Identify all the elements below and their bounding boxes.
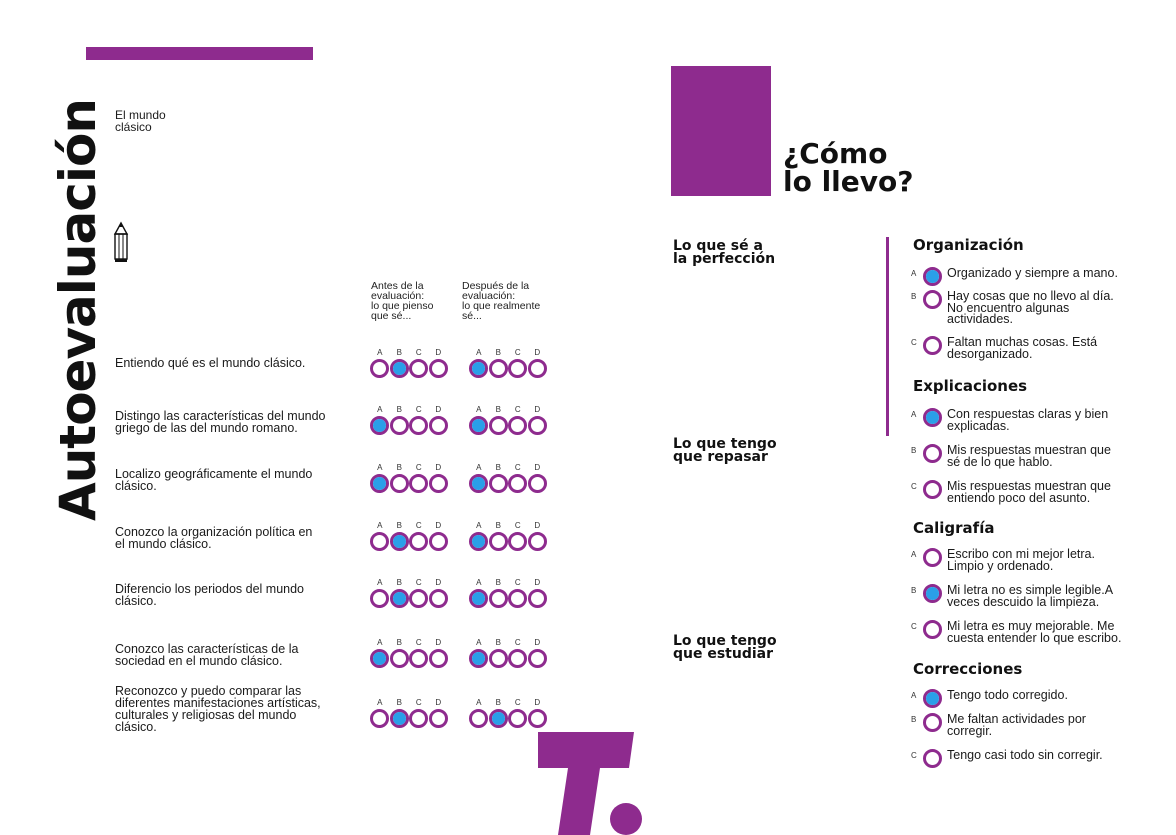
statement-text: Conozco la organización política en el mundo clásico.: [115, 525, 313, 551]
option-letter: C: [415, 521, 422, 530]
option-letter: B: [495, 521, 501, 530]
option-group-before: [370, 697, 448, 728]
option-circle-b[interactable]: [390, 649, 409, 668]
section-item: [911, 689, 1161, 708]
option-circle-c[interactable]: [508, 649, 527, 668]
option-group-before: [370, 637, 448, 668]
option-letter: C: [514, 405, 521, 414]
option-circle-a[interactable]: [370, 532, 389, 551]
option-letter: D: [435, 463, 442, 472]
option-circle-c[interactable]: [409, 416, 428, 435]
option-group-before: [370, 520, 448, 551]
section-item: [911, 408, 1161, 432]
option-circle-c[interactable]: [409, 589, 428, 608]
option-circle-b[interactable]: [390, 474, 409, 493]
option-circle-b[interactable]: [489, 649, 508, 668]
option-letter: A: [377, 521, 383, 530]
option-letter: A: [377, 638, 383, 647]
section-item: [911, 620, 1161, 644]
option-circle-c[interactable]: [409, 474, 428, 493]
option-letter: C: [514, 463, 521, 472]
section-item: [911, 336, 1161, 360]
item-radio[interactable]: [923, 290, 942, 309]
item-text: Escribo con mi mejor letra. Limpio y ordenado.: [947, 547, 1095, 573]
option-letter: D: [534, 463, 541, 472]
option-circle-c[interactable]: [508, 532, 527, 551]
page-number-text: 7.: [536, 732, 537, 733]
option-circle-b[interactable]: [390, 416, 409, 435]
option-letter: A: [476, 348, 482, 357]
option-circle-d[interactable]: [528, 474, 547, 493]
option-circle-a[interactable]: [370, 474, 389, 493]
option-letter: C: [415, 405, 422, 414]
option-group-after: [469, 520, 547, 551]
option-circle-c[interactable]: [508, 709, 527, 728]
option-group-before: [370, 577, 448, 608]
option-letter: C: [415, 698, 422, 707]
option-circle-b[interactable]: [390, 709, 409, 728]
option-circle-a[interactable]: [370, 589, 389, 608]
option-letter: D: [435, 348, 442, 357]
option-letter: A: [377, 698, 383, 707]
option-circle-d[interactable]: [528, 416, 547, 435]
item-text: Tengo casi todo sin corregir.: [947, 748, 1103, 762]
item-letter: B: [911, 292, 917, 301]
option-circle-d[interactable]: [528, 709, 547, 728]
option-group-after: [469, 462, 547, 493]
option-circle-c[interactable]: [508, 416, 527, 435]
statement-options: [370, 347, 547, 378]
option-letter: D: [534, 578, 541, 587]
section-title: Correcciones: [913, 660, 1023, 678]
unit-label: El mundo clásico: [115, 108, 166, 134]
option-letter: C: [514, 521, 521, 530]
column-header-before: Antes de la evaluación: lo que pienso que sé...: [371, 280, 434, 322]
option-letter: A: [377, 463, 383, 472]
option-letter: A: [476, 405, 482, 414]
option-circle-a[interactable]: [469, 709, 488, 728]
option-circle-d[interactable]: [528, 359, 547, 378]
section-item: [911, 713, 1161, 737]
option-group-before: [370, 347, 448, 378]
option-letter: B: [396, 405, 402, 414]
option-circle-d[interactable]: [528, 532, 547, 551]
section-item: [911, 548, 1161, 572]
item-radio[interactable]: [923, 584, 942, 603]
option-circle-d[interactable]: [528, 589, 547, 608]
option-letter: B: [495, 698, 501, 707]
option-group-before: [370, 404, 448, 435]
option-letter: C: [514, 348, 521, 357]
header-accent-bar: [86, 47, 313, 60]
option-circle-b[interactable]: [489, 709, 508, 728]
option-circle-b[interactable]: [390, 589, 409, 608]
option-circle-d[interactable]: [429, 474, 448, 493]
option-circle-a[interactable]: [469, 532, 488, 551]
item-letter: B: [911, 715, 917, 724]
item-letter: A: [911, 410, 917, 419]
option-letter: D: [534, 638, 541, 647]
option-letter: B: [396, 638, 402, 647]
section-item: [911, 267, 1161, 286]
option-letter: D: [534, 348, 541, 357]
item-letter: B: [911, 446, 917, 455]
item-radio[interactable]: [923, 749, 942, 768]
item-text: Tengo todo corregido.: [947, 688, 1068, 702]
item-text: Con respuestas claras y bien explicadas.: [947, 407, 1109, 433]
option-group-after: [469, 347, 547, 378]
section-title: Organización: [913, 236, 1024, 254]
category-divider: [886, 237, 889, 436]
pencil-icon: [112, 221, 130, 263]
option-circle-b[interactable]: [489, 359, 508, 378]
page-title-vertical: [48, 90, 108, 530]
option-circle-b[interactable]: [489, 589, 508, 608]
option-circle-c[interactable]: [508, 474, 527, 493]
option-circle-a[interactable]: [469, 416, 488, 435]
option-letter: D: [435, 521, 442, 530]
option-letter: B: [495, 578, 501, 587]
statement-options: [370, 404, 547, 435]
option-circle-a[interactable]: [370, 359, 389, 378]
item-letter: C: [911, 338, 917, 347]
item-radio[interactable]: [923, 267, 942, 286]
statement-text: Entiendo qué es el mundo clásico.: [115, 356, 306, 370]
option-circle-a[interactable]: [469, 589, 488, 608]
right-page-title: ¿Cómo lo llevo?: [783, 137, 914, 198]
item-text: Mis respuestas muestran que entiendo poco del asunto.: [947, 479, 1111, 505]
option-letter: A: [476, 578, 482, 587]
item-radio[interactable]: [923, 620, 942, 639]
option-letter: A: [377, 405, 383, 414]
page-number-logo: [536, 732, 646, 835]
item-letter: C: [911, 482, 917, 491]
item-radio[interactable]: [923, 548, 942, 567]
option-letter: C: [415, 463, 422, 472]
category-study: Lo que tengo que estudiar: [673, 633, 777, 662]
option-circle-c[interactable]: [409, 649, 428, 668]
item-letter: C: [911, 751, 917, 760]
option-letter: D: [435, 405, 442, 414]
item-text: Me faltan actividades por corregir.: [947, 712, 1086, 738]
statement-text: Distingo las características del mundo griego de las del mundo romano.: [115, 409, 326, 435]
option-circle-b[interactable]: [390, 359, 409, 378]
option-letter: A: [377, 578, 383, 587]
statement-text: Localizo geográficamente el mundo clásico.: [115, 467, 313, 493]
option-letter: D: [435, 698, 442, 707]
option-letter: A: [476, 463, 482, 472]
item-radio[interactable]: [923, 408, 942, 427]
section-item: [911, 480, 1161, 504]
column-header-after: Después de la evaluación: lo que realmente sé...: [462, 280, 541, 322]
option-letter: D: [435, 578, 442, 587]
option-letter: D: [534, 521, 541, 530]
item-text: Faltan muchas cosas. Está desorganizado.: [947, 335, 1098, 361]
option-circle-d[interactable]: [429, 532, 448, 551]
option-circle-b[interactable]: [489, 532, 508, 551]
item-radio[interactable]: [923, 480, 942, 499]
statement-text: Conozco las características de la sociedad en el mundo clásico.: [115, 642, 299, 668]
option-circle-c[interactable]: [508, 359, 527, 378]
section-item: [911, 749, 1161, 768]
statement-text: Diferencio los periodos del mundo clásico.: [115, 582, 304, 608]
item-letter: B: [911, 586, 917, 595]
option-circle-c[interactable]: [508, 589, 527, 608]
statement-options: [370, 697, 547, 728]
section-item: [911, 444, 1161, 468]
option-circle-a[interactable]: [370, 649, 389, 668]
item-radio[interactable]: [923, 336, 942, 355]
option-circle-a[interactable]: [469, 359, 488, 378]
option-letter: D: [435, 638, 442, 647]
item-text: Mi letra no es simple legible.A veces descuido la limpieza.: [947, 583, 1114, 609]
page-title: Autoevaluación: [49, 99, 107, 521]
item-letter: A: [911, 691, 917, 700]
option-letter: B: [495, 348, 501, 357]
option-letter: B: [495, 463, 501, 472]
option-group-after: [469, 637, 547, 668]
option-letter: C: [514, 578, 521, 587]
option-letter: C: [415, 638, 422, 647]
option-circle-d[interactable]: [429, 649, 448, 668]
option-circle-b[interactable]: [489, 474, 508, 493]
option-circle-c[interactable]: [409, 359, 428, 378]
item-letter: C: [911, 622, 917, 631]
option-letter: B: [396, 348, 402, 357]
item-letter: A: [911, 550, 917, 559]
section-title: Explicaciones: [913, 377, 1028, 395]
section-item: [911, 584, 1161, 608]
option-circle-d[interactable]: [528, 649, 547, 668]
option-circle-a[interactable]: [370, 709, 389, 728]
option-circle-d[interactable]: [429, 359, 448, 378]
statement-text: Reconozco y puedo comparar las diferentes manifestaciones artísticas, culturales y religiosas del mundo clásico.: [115, 684, 321, 734]
section-item: [911, 290, 1161, 326]
statement-options: [370, 462, 547, 493]
option-letter: C: [415, 348, 422, 357]
option-circle-a[interactable]: [469, 474, 488, 493]
option-group-after: [469, 697, 547, 728]
option-circle-d[interactable]: [429, 589, 448, 608]
item-text: Organizado y siempre a mano.: [947, 266, 1118, 280]
section-title: Caligrafía: [913, 519, 995, 537]
option-letter: B: [495, 405, 501, 414]
option-circle-a[interactable]: [370, 416, 389, 435]
option-group-before: [370, 462, 448, 493]
option-letter: B: [396, 521, 402, 530]
item-text: Hay cosas que no llevo al día. No encuentro algunas actividades.: [947, 289, 1114, 326]
option-circle-c[interactable]: [409, 532, 428, 551]
option-letter: A: [476, 521, 482, 530]
item-text: Mis respuestas muestran que sé de lo que hablo.: [947, 443, 1111, 469]
option-circle-c[interactable]: [409, 709, 428, 728]
option-letter: C: [514, 638, 521, 647]
option-letter: B: [396, 578, 402, 587]
option-letter: D: [534, 698, 541, 707]
option-letter: A: [476, 698, 482, 707]
option-circle-b[interactable]: [390, 532, 409, 551]
category-review: Lo que tengo que repasar: [673, 436, 777, 465]
option-letter: D: [534, 405, 541, 414]
statement-options: [370, 577, 547, 608]
option-letter: C: [415, 578, 422, 587]
option-circle-d[interactable]: [429, 416, 448, 435]
option-circle-d[interactable]: [429, 709, 448, 728]
option-letter: B: [495, 638, 501, 647]
item-radio[interactable]: [923, 689, 942, 708]
statement-options: [370, 520, 547, 551]
item-radio[interactable]: [923, 444, 942, 463]
option-letter: B: [396, 698, 402, 707]
category-perfect: Lo que sé a la perfección: [673, 238, 776, 267]
title-accent-square: [671, 66, 771, 196]
option-group-after: [469, 404, 547, 435]
item-letter: A: [911, 269, 917, 278]
option-group-after: [469, 577, 547, 608]
option-circle-b[interactable]: [489, 416, 508, 435]
option-letter: A: [476, 638, 482, 647]
option-letter: B: [396, 463, 402, 472]
option-circle-a[interactable]: [469, 649, 488, 668]
statement-options: [370, 637, 547, 668]
option-letter: A: [377, 348, 383, 357]
item-radio[interactable]: [923, 713, 942, 732]
option-letter: C: [514, 698, 521, 707]
item-text: Mi letra es muy mejorable. Me cuesta entender lo que escribo.: [947, 619, 1122, 645]
